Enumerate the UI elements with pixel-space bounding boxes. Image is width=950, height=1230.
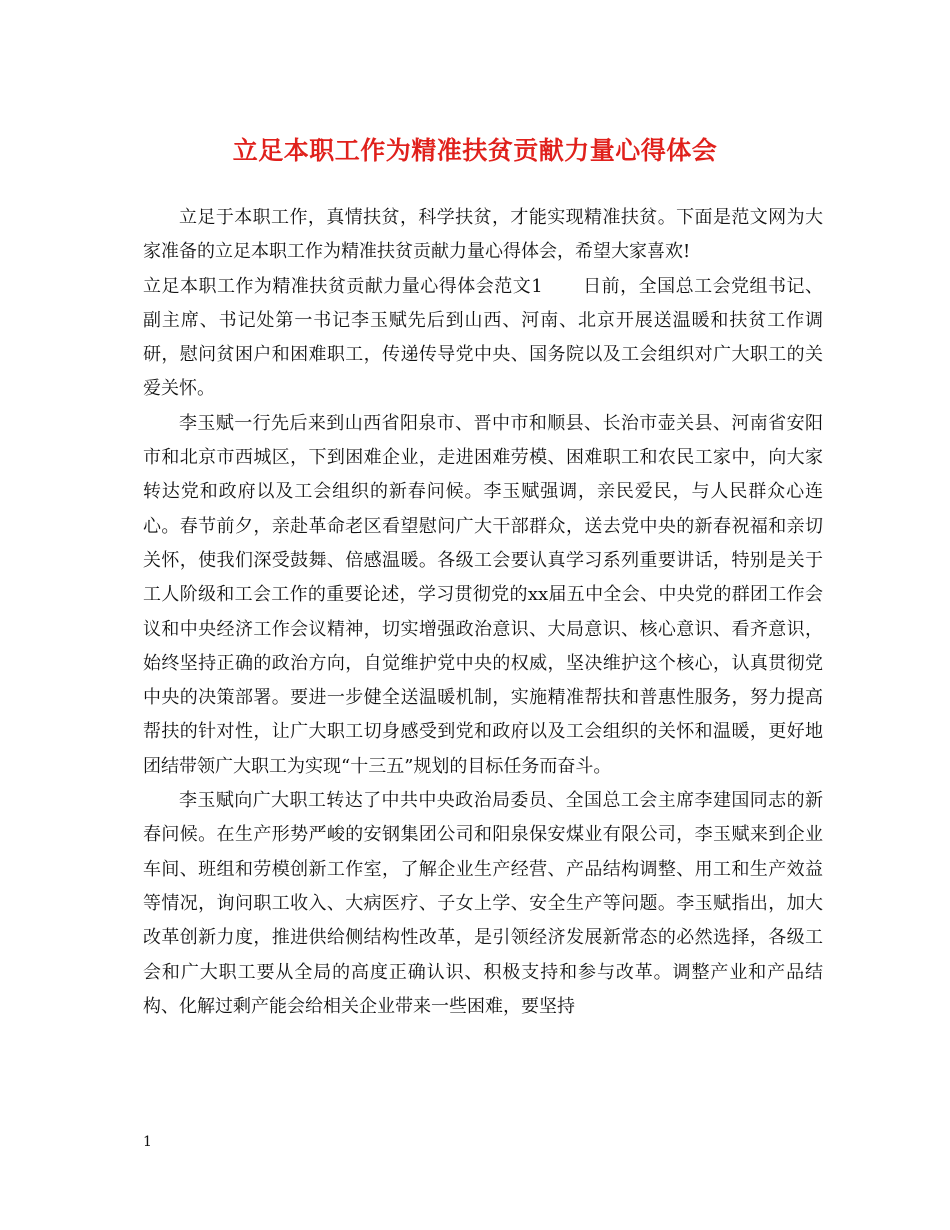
sample-heading: 立足本职工作为精准扶贫贡献力量心得体会范文1 — [143, 275, 543, 297]
body-paragraph-2: 李玉赋一行先后来到山西省阳泉市、晋中市和顺县、长治市壶关县、河南省安阳市和北京市西城区，下到困难企业，走进困难劳模、困难职工和农民工家中，向大家转达党和政府以及工会组织的新春问候。李玉赋强调，亲民爱民，与人民群众心连心。春节前夕，亲赴革命老区看望慰问广大干部群众，送去党中央的新春祝福和亲切关怀，使我们深受鼓舞、倍感温暖。各级工会要认真学习系列重要讲话，特别是关于工人阶级和工会工作的重要论述，学习贯彻党的xx届五中全会、中央党的群团工作会议和中央经济工作会议精神，切实增强政治意识、大局意识、核心意识、看齐意识，始终坚持正确的政治方向，自觉维护党中央的权威，坚决维护这个核心，认真贯彻党中央的决策部署。要进一步健全送温暖机制，实施精准帮扶和普惠性服务，努力提高帮扶的针对性，让广大职工切身感受到党和政府以及工会组织的关怀和温暖，更好地团结带领广大职工为实现“十三五”规划的目标任务而奋斗。 — [143, 412, 823, 777]
sample-first-text: 日前，全国总工会党组书记、副主席、书记处第一书记李玉赋先后到山西、河南、北京开展送温暖和扶贫工作调研，慰问贫困户和困难职工，传递传导党中央、国务院以及工会组织对广大职工的关爱关怀。 — [143, 275, 823, 400]
body-paragraph-3: 李玉赋向广大职工转达了中共中央政治局委员、全国总工会主席李建国同志的新春问候。在生产形势严峻的安钢集团公司和阳泉保安煤业有限公司，李玉赋来到企业车间、班组和劳模创新工作室，了解企业生产经营、产品结构调整、用工和生产效益等情况，询问职工收入、大病医疗、子女上学、安全生产等问题。李玉赋指出，加大改革创新力度，推进供给侧结构性改革，是引领经济发展新常态的必然选择，各级工会和广大职工要从全局的高度正确认识、积极支持和参与改革。调整产业和产品结构、化解过剩产能会给相关企业带来一些困难，要坚持 — [143, 790, 823, 1017]
page-number: 1 — [143, 1134, 152, 1150]
intro-paragraph: 立足于本职工作，真情扶贫，科学扶贫，才能实现精准扶贫。下面是范文网为大家准备的立足本职工作为精准扶贫贡献力量心得体会，希望大家喜欢! — [143, 207, 823, 263]
document-title: 立足本职工作为精准扶贫贡献力量心得体会 — [232, 136, 718, 165]
document-body — [143, 201, 823, 1024]
sample-paragraph — [143, 270, 823, 407]
